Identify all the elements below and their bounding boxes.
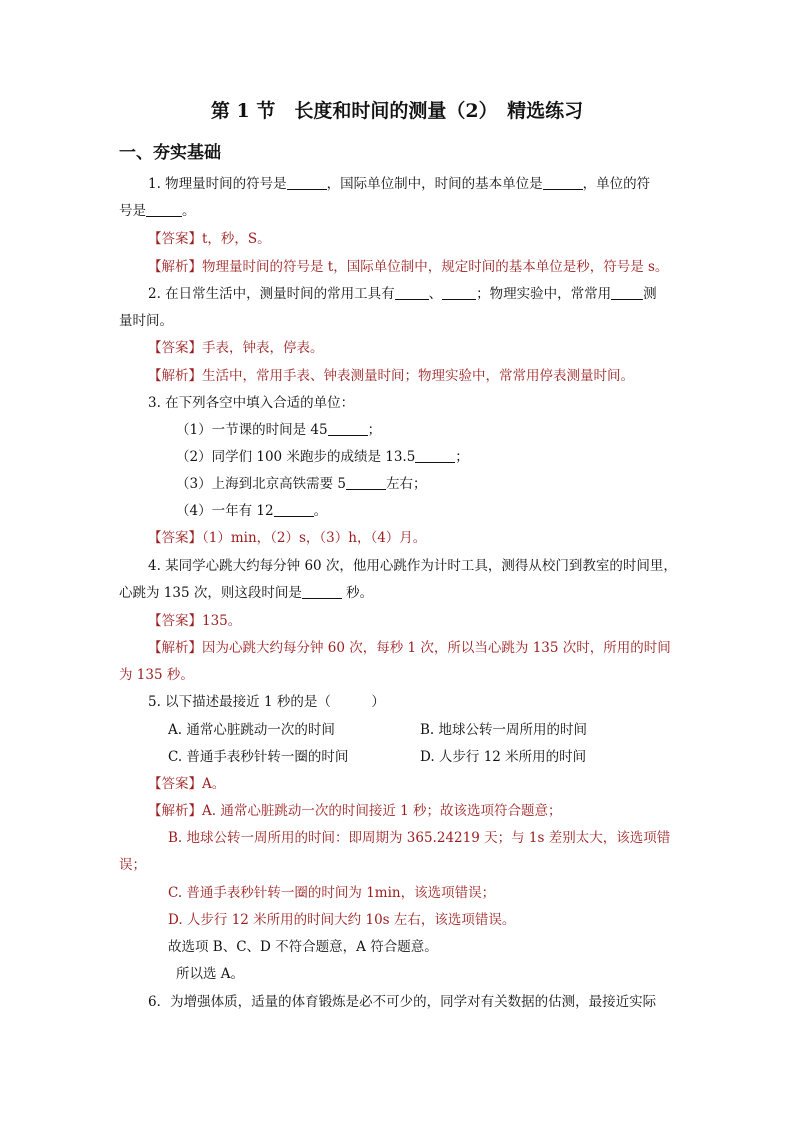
q1-answer: 【答案】t，秒，S。 [148,231,271,247]
q4-answer: 【答案】135。 [148,613,242,629]
q5-option-b: B. 地球公转一周所用的时间 [420,722,588,738]
q5-analysis-b2: 误； [119,857,146,873]
q5-analysis-b1: B. 地球公转一周所用的时间：即周期为 365.24219 天；与 1s 差别太大，该选项错 [168,830,671,846]
q4-analysis-line1: 【解析】因为心跳大约每分钟 60 次，每秒 1 次，所以当心跳为 135 次时，所用的时间 [148,640,671,656]
blank [346,475,386,490]
q4-analysis-line2: 为 135 秒。 [119,667,194,683]
q5-analysis-d: D. 人步行 12 米所用的时间大约 10s 左右，该选项错误。 [168,912,516,928]
q5-conclusion-2: 所以选 A。 [176,966,245,982]
blank [611,285,643,300]
blank [328,421,368,436]
q3-answer: 【答案】（1）min，（2）s，（3）h，（4）月。 [148,530,427,546]
q3-item1: （1）一节课的时间是 45 ； [176,422,382,438]
q5-option-d: D. 人步行 12 米所用的时间 [420,749,587,765]
q3-item4: （4）一年有 12 。 [176,503,328,519]
q5-answer: 【答案】A。 [148,776,226,792]
q1-line1: 1. 物理量时间的符号是 ，国际单位制中，时间的基本单位是 ，单位的符 [148,176,651,192]
q2-answer: 【答案】手表，钟表，停表。 [148,340,324,356]
q2-line1: 2. 在日常生活中，测量时间的常用工具有 、 ；物理实验中，常常用 测 [148,286,657,302]
q4-line2: 心跳为 135 次，则这段时间是 秒。 [119,585,374,601]
q3-item3: （3）上海到北京高铁需要 5 左右； [176,476,427,492]
q5-analysis-a: 【解析】A. 通常心脏跳动一次的时间接近 1 秒；故该选项符合题意； [148,803,562,819]
q6-line1: 6．为增强体质，适量的体育锻炼是必不可少的，同学对有关数据的估测，最接近实际 [148,994,657,1010]
q5-analysis-c: C. 普通手表秒针转一圈的时间为 1min，该选项错误； [168,885,496,901]
q5-conclusion-1: 故选项 B、C、D 不符合题意，A 符合题意。 [168,939,438,955]
page-title: 第 1 节 长度和时间的测量（2） 精选练习 [210,100,584,122]
q1-analysis: 【解析】物理量时间的符号是 t，国际单位制中，规定时间的基本单位是秒，符号是 s。 [148,259,669,275]
section-heading: 一、夯实基础 [119,143,221,163]
blank [302,584,342,599]
q5-stem: 5. 以下描述最接近 1 秒的是（ ） [148,694,385,710]
q2-analysis: 【解析】生活中，常用手表、钟表测量时间；物理实验中，常常用停表测量时间。 [148,368,634,384]
blank [274,502,314,517]
q3-item2: （2）同学们 100 米跑步的成绩是 13.5 ； [176,449,469,465]
q5-option-c: C. 普通手表秒针转一圈的时间 [168,749,349,765]
blank [442,285,476,300]
blank [395,285,429,300]
q5-option-a: A. 通常心脏跳动一次的时间 [168,722,335,738]
blank [543,175,583,190]
q1-line2: 号是 。 [119,203,196,219]
q3-stem: 3. 在下列各空中填入合适的单位： [148,395,355,411]
q2-line2: 量时间。 [119,313,173,329]
blank [287,175,327,190]
blank [415,448,455,463]
blank [146,202,182,217]
q4-line1: 4. 某同学心跳大约每分钟 60 次，他用心跳作为计时工具，测得从校门到教室的时间里， [148,558,677,574]
